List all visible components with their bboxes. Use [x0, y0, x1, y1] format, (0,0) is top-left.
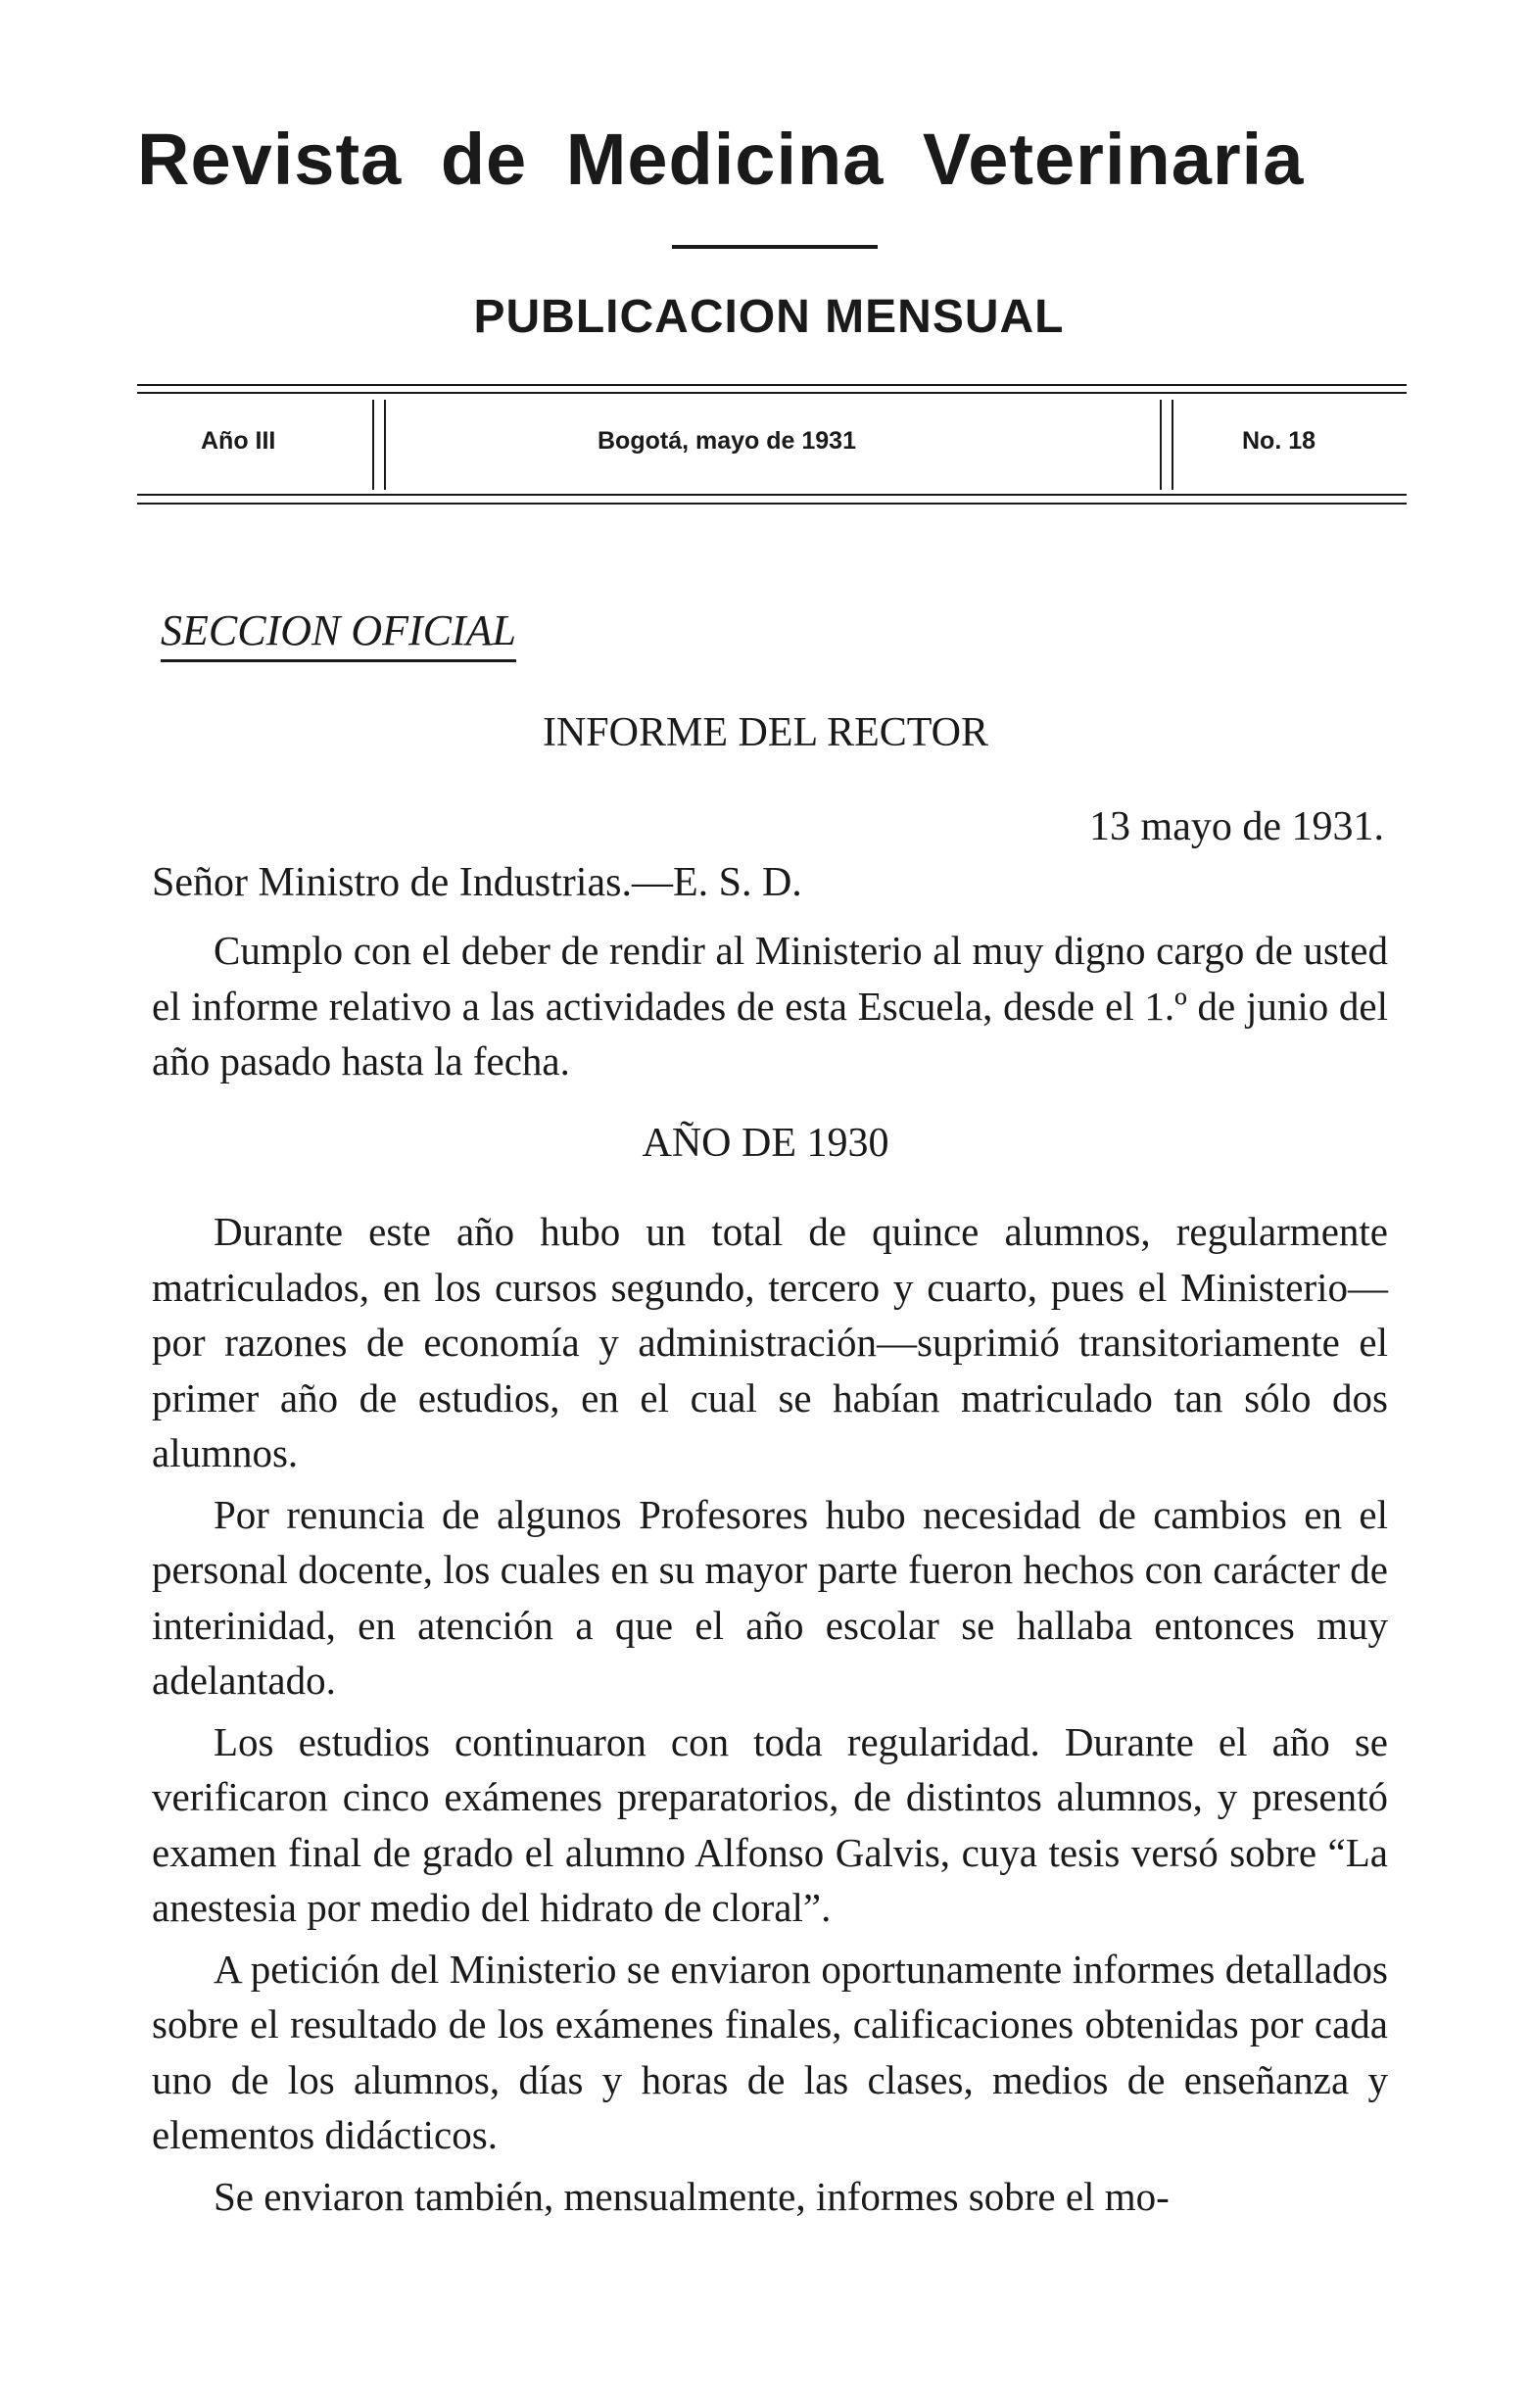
letter-date: 13 mayo de 1931.	[1089, 804, 1384, 849]
journal-title: Revista de Medicina Veterinaria	[137, 119, 1305, 200]
issue-number: No. 18	[1242, 427, 1316, 455]
issue-year: Año III	[201, 427, 276, 455]
body-paragraph-1: Durante este año hubo un total de quince alumnos, regularmente matriculados, en los cursos segundo, tercero y cuarto, pues el Ministerio—por razones de economía y administración—suprimió transitoriamente el primer año de estudios, en el cual se habían matriculado tan sólo dos alumnos.	[152, 1209, 1388, 1475]
band-separator-right	[1160, 400, 1173, 490]
band-top-rule	[137, 384, 1407, 386]
issue-place-date: Bogotá, mayo de 1931	[598, 427, 856, 455]
body-paragraph-2: Por renuncia de algunos Profesores hubo necesidad de cambios en el personal docente, los cuales en su mayor parte fueron hechos con carácter de interinidad, en atención a que el año escolar se hallaba entonces muy adelantado.	[152, 1491, 1388, 1703]
band-bottom-rule-inner	[137, 494, 1407, 496]
intro-block	[152, 923, 1388, 1089]
body-paragraph-4: A petición del Ministerio se enviaron oportunamente informes detallados sobre el resultado de los exámenes finales, calificaciones obtenidas por cada uno de los alumnos, días y horas de las clases, medios de enseñanza y elementos didácticos.	[152, 1946, 1388, 2157]
section-heading: SECCION OFICIAL	[161, 605, 516, 662]
band-separator-left	[372, 400, 386, 490]
intro-paragraph: Cumplo con el deber de rendir al Ministerio al muy digno cargo de usted el informe relativo a las actividades de esta Escuela, desde el 1.º de junio del año pasado hasta la fecha.	[152, 928, 1388, 1084]
body-paragraph-3: Los estudios continuaron con toda regularidad. Durante el año se verificaron cinco exámenes preparatorios, de distintos alumnos, y presentó examen final de grado el alumno Alfonso Galvis, cuya tesis versó sobre “La anestesia por medio del hidrato de cloral”.	[152, 1718, 1388, 1930]
band-bottom-rule	[137, 503, 1407, 505]
journal-subtitle: PUBLICACION MENSUAL	[473, 291, 1065, 343]
band-top-rule-inner	[137, 392, 1407, 394]
body-text	[152, 1204, 1388, 2230]
year-heading: AÑO DE 1930	[642, 1121, 889, 1166]
title-divider	[672, 245, 878, 249]
body-paragraph-5: Se enviaron también, mensualmente, informes sobre el mo-	[214, 2173, 1170, 2219]
letter-salutation: Señor Ministro de Industrias.—E. S. D.	[152, 860, 802, 905]
report-title: INFORME DEL RECTOR	[542, 710, 989, 755]
